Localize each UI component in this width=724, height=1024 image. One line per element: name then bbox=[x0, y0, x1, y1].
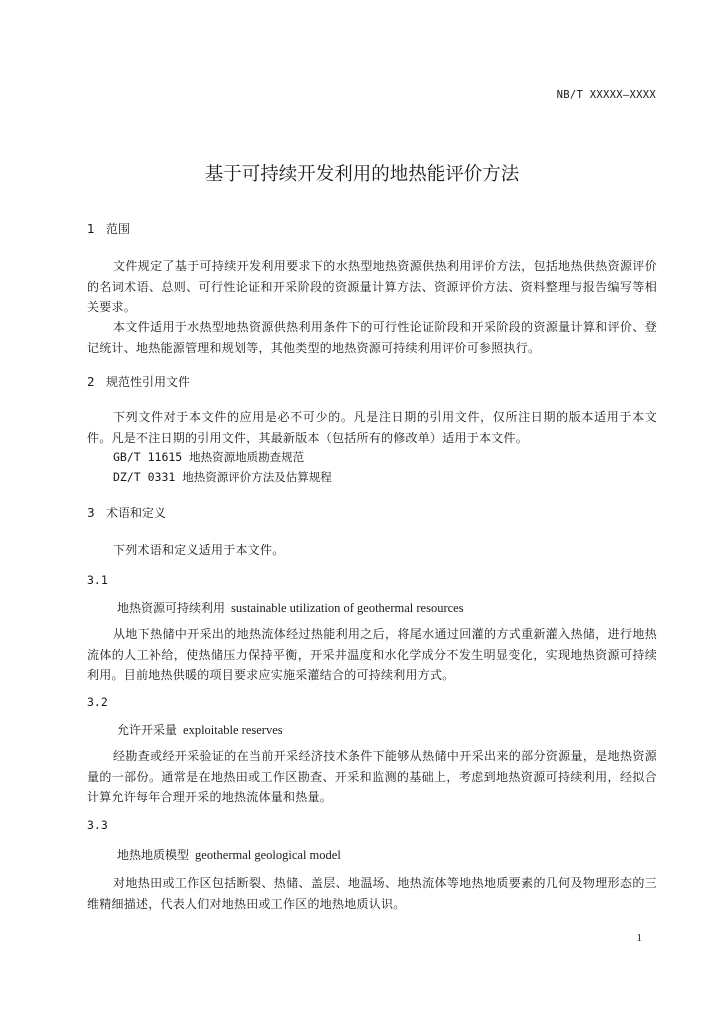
term-heading bbox=[117, 599, 464, 616]
term-chinese: 地热资源可持续利用 bbox=[117, 601, 226, 615]
section-number: 1 bbox=[87, 222, 95, 236]
term-english: exploitable reserves bbox=[183, 723, 283, 737]
term-definition: 经勘查或经开采验证的在当前开采经济技术条件下能够从热储中开采出来的部分资源量，是地热资源量的一部份。通常是在地热田或工作区勘查、开采和监测的基础上，考虑到地热资源可持续利用，经拟合计算允许每年合理开采的地热流体量和热量。 bbox=[87, 749, 657, 804]
section-2-para-1: 下列文件对于本文件的应用是必不可少的。凡是注日期的引用文件，仅所注日期的版本适用于本文件。凡是不注日期的引用文件，其最新版本（包括所有的修改单）适用于本文件。 bbox=[87, 410, 657, 445]
term-chinese: 允许开采量 bbox=[117, 723, 178, 737]
page-number: 1 bbox=[636, 932, 642, 944]
normative-reference: GB/T 11615 地热资源地质勘查规范 bbox=[113, 450, 305, 464]
term-number: 3.1 bbox=[87, 573, 108, 587]
section-1-para-1: 文件规定了基于可持续开发利用要求下的水热型地热资源供热利用评价方法，包括地热供热资源评价的名词术语、总则、可行性论证和开采阶段的资源量计算方法、资源评价方法、资料整理与报告编写等相关要求。 bbox=[87, 259, 657, 314]
section-title: 范围 bbox=[106, 222, 131, 236]
term-number: 3.3 bbox=[87, 818, 108, 832]
section-1-heading bbox=[87, 220, 130, 237]
section-number: 2 bbox=[87, 375, 95, 389]
standard-code: NB/T XXXXX—XXXX bbox=[556, 89, 656, 101]
section-title: 规范性引用文件 bbox=[106, 375, 191, 389]
term-heading bbox=[117, 846, 341, 863]
section-title: 术语和定义 bbox=[106, 506, 167, 520]
section-2-heading bbox=[87, 373, 190, 390]
normative-reference: DZ/T 0331 地热资源评价方法及估算规程 bbox=[113, 470, 332, 484]
term-definition: 对地热田或工作区包括断裂、热储、盖层、地温场、地热流体等地热地质要素的几何及物理形态的三维精细描述，代表人们对地热田或工作区的地热地质认识。 bbox=[87, 876, 657, 911]
term-english: sustainable utilization of geothermal resources bbox=[231, 601, 464, 615]
section-3-para-1: 下列术语和定义适用于本文件。 bbox=[113, 543, 285, 557]
document-title: 基于可持续开发利用的地热能评价方法 bbox=[204, 164, 520, 185]
term-heading bbox=[117, 721, 283, 738]
section-1-para-2: 本文件适用于水热型地热资源供热利用条件下的可行性论证阶段和开采阶段的资源量计算和评价、登记统计、地热能源管理和规划等，其他类型的地热资源可持续利用评价可参照执行。 bbox=[87, 320, 657, 355]
section-3-heading bbox=[87, 504, 166, 521]
section-number: 3 bbox=[87, 506, 95, 520]
term-number: 3.2 bbox=[87, 695, 108, 709]
term-definition: 从地下热储中开采出的地热流体经过热能利用之后，将尾水通过回灌的方式重新灌入热储，进行地热流体的人工补给，使热储压力保持平衡，开采井温度和水化学成分不发生明显变化，实现地热资源可持续利用。目前地热供暖的项目要求应实施采灌结合的可持续利用方式。 bbox=[87, 627, 657, 682]
term-chinese: 地热地质模型 bbox=[117, 848, 190, 862]
term-english: geothermal geological model bbox=[195, 848, 341, 862]
